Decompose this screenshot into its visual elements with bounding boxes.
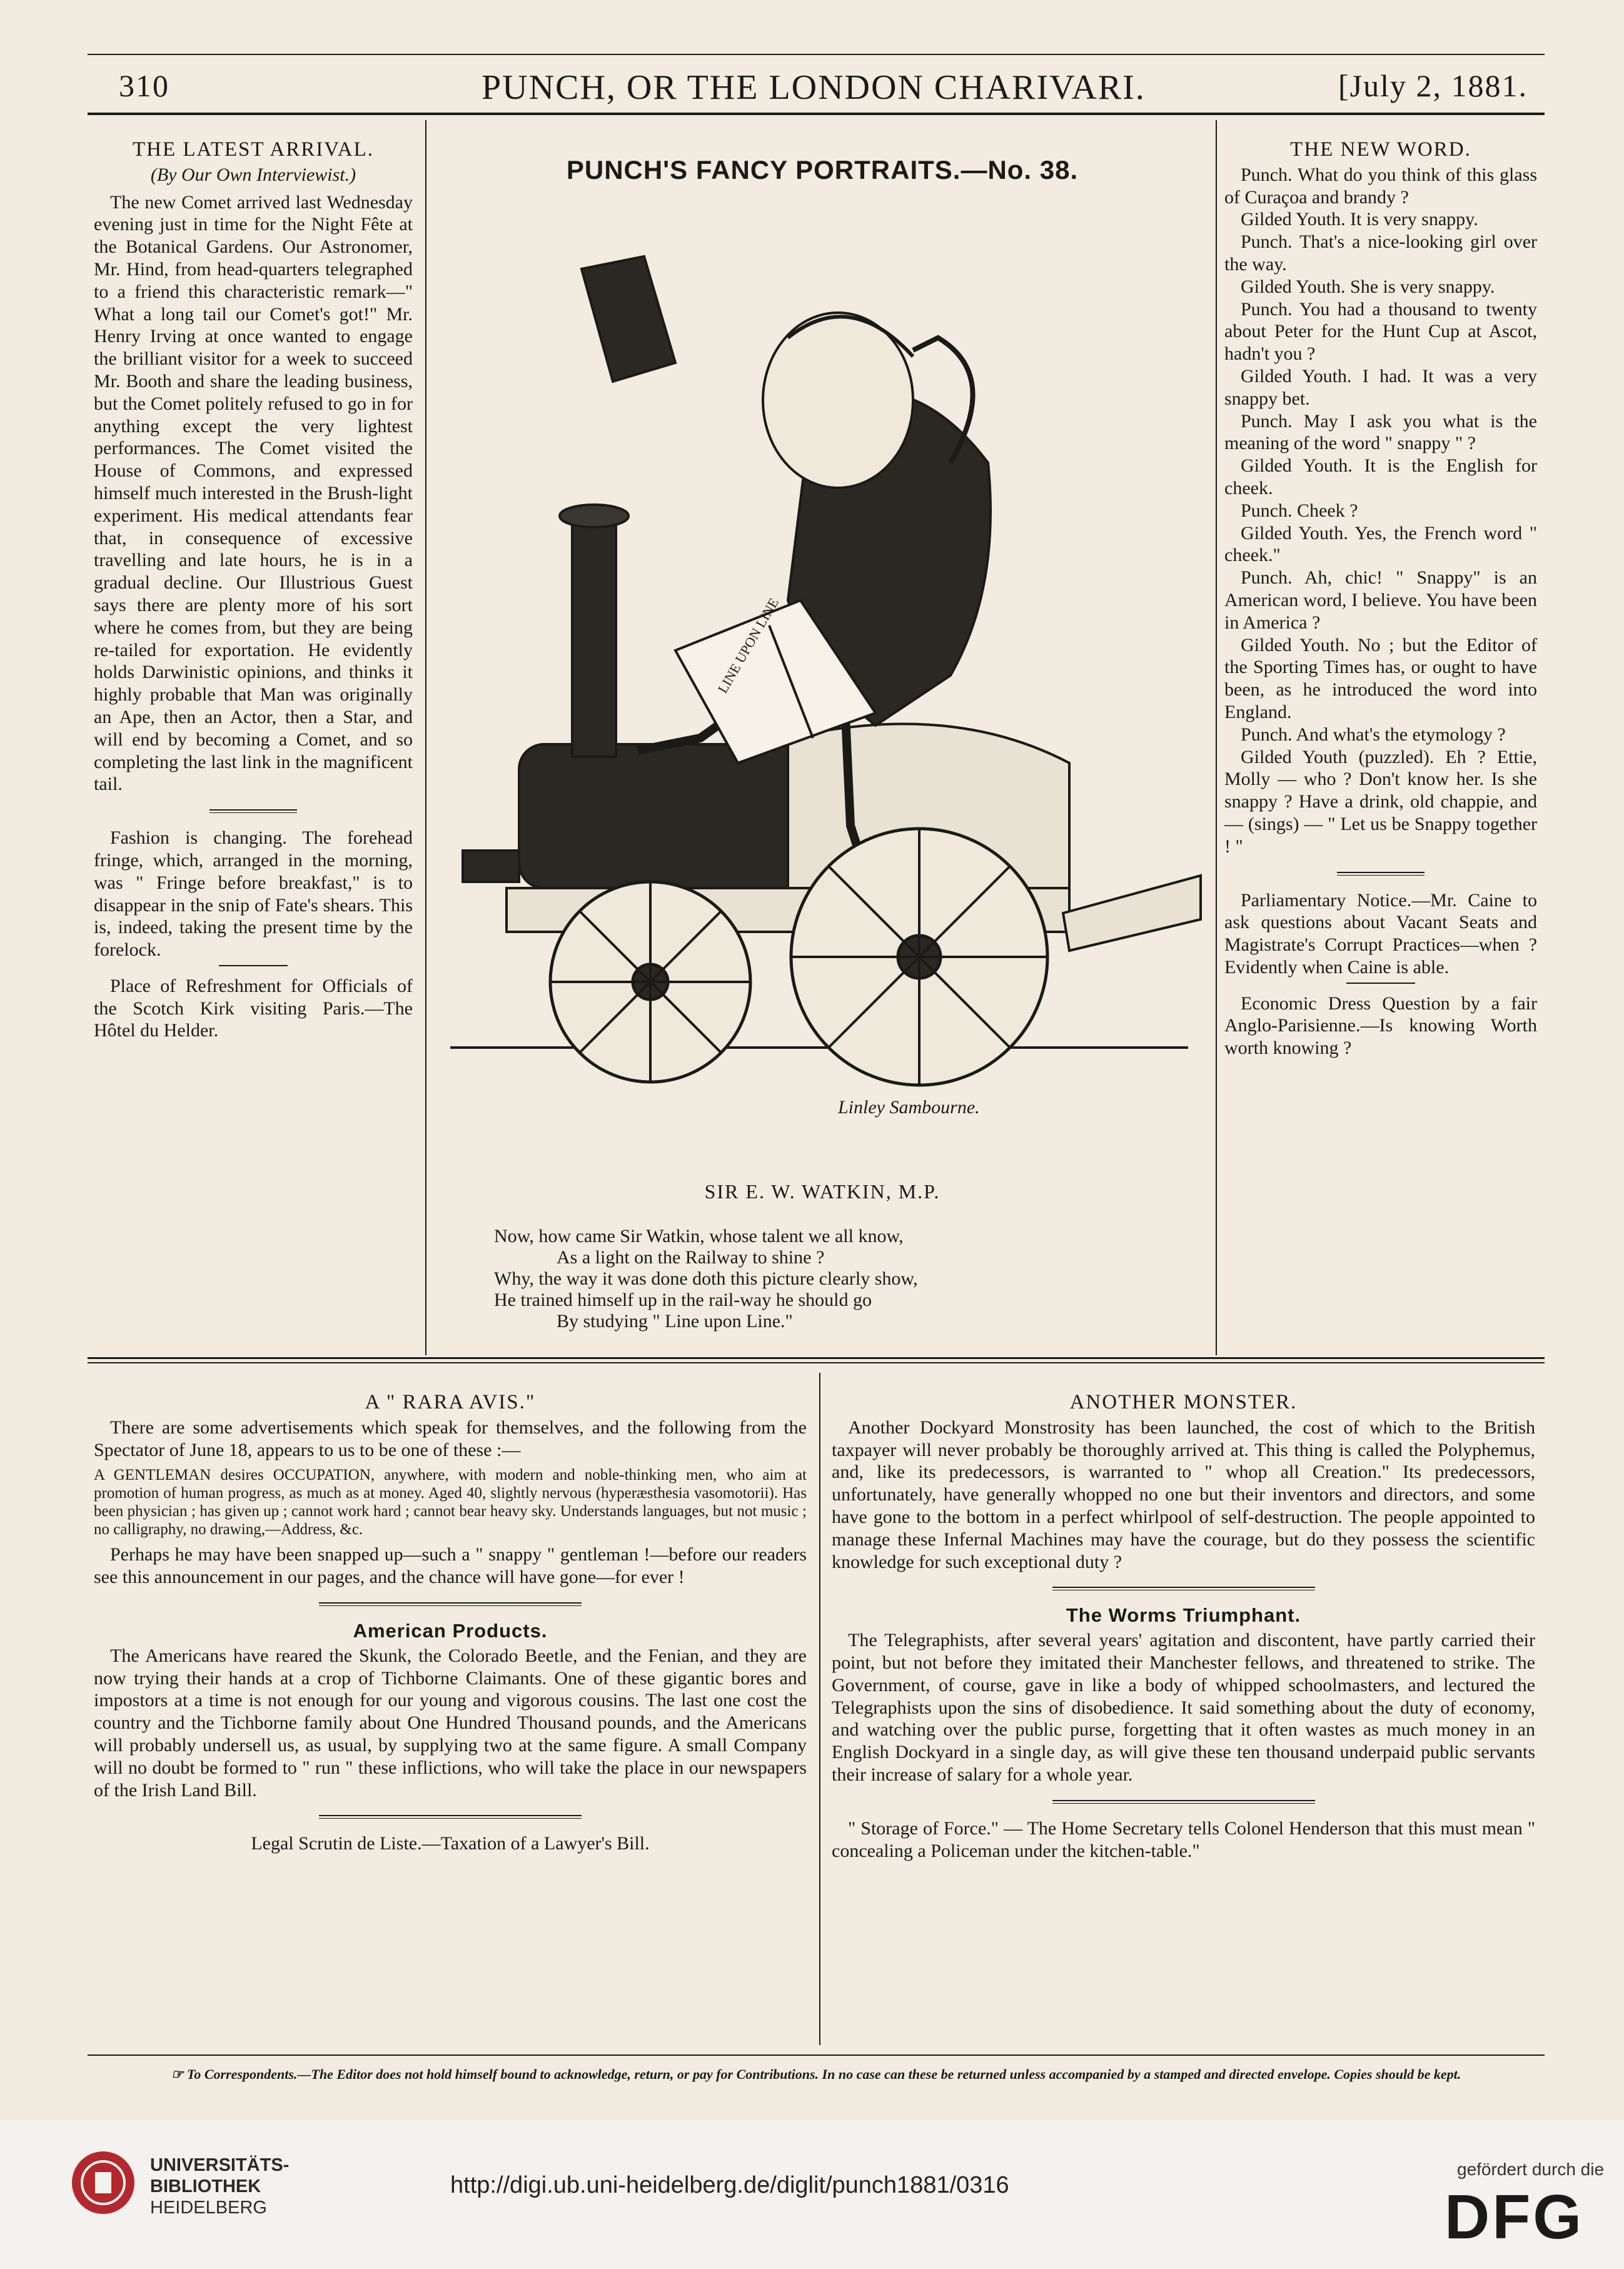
article-title: A " RARA AVIS." bbox=[365, 1391, 536, 1413]
section-rule bbox=[88, 1362, 1545, 1363]
separator bbox=[1052, 1800, 1315, 1804]
piston bbox=[1063, 876, 1201, 951]
article-title: ANOTHER MONSTER. bbox=[1069, 1391, 1298, 1413]
column-latest-arrival bbox=[94, 139, 413, 1042]
source-url[interactable]: http://digi.ub.uni-heidelberg.de/diglit/punch1881/0316 bbox=[450, 2172, 1009, 2198]
separator bbox=[219, 965, 288, 966]
article-body: The new Comet arrived last Wednesday evening just in time for the Night Fête at the Botanical Gardens. Our Astronomer, Mr. Hind, from head-quarters telegraphed to a friend this characteristic remark—" What a long tail our Comet's got!" Mr. Henry Irving at once wanted to engage the brilliant visitor for a week to succeed Mr. Booth and share the leading business, but the Comet politely refused to go in for anything except the very lightest performances. The Comet visited the House of Commons, and expressed himself much interested in the Brush-light experiment. His medical attendants fear that, in consequence of excessive travelling and late hours, he is in a gradual decline. Our Illustrious Guest says there are plenty more of his sort where he comes from, but they are being re-tailed for exportation. He evidently holds Darwinistic opinions, and thinks it highly probable that Man was originally an Ape, then an Actor, then a Star, and will end by becoming a Comet, and so completing the last link in the magnificent tail. bbox=[94, 191, 413, 795]
cartoon-heading: PUNCH'S FANCY PORTRAITS.—No. 38. bbox=[566, 155, 1079, 184]
section-rule bbox=[88, 1357, 1545, 1359]
paragraph-fashion: Fashion is changing. The forehead fringe, which, arranged in the morning, was " Fringe before breakfast," is to disappear in the snip of Fate's shears. This is, indeed, taking the present time by the forelock. bbox=[94, 827, 413, 961]
book-title: LINE UPON LINE bbox=[714, 595, 782, 696]
issue-date: [July 2, 1881. bbox=[1338, 68, 1528, 103]
masthead-title: PUNCH, OR THE LONDON CHARIVARI. bbox=[482, 68, 1146, 107]
header-rule bbox=[88, 113, 1545, 115]
cartoon-verse: Now, how came Sir Watkin, whose talent we all know, As a light on the Railway to shine ? Why, the way it was done doth this picture clearly show, He trained himself up in the rail-way he should go By studying " Line upon Line." bbox=[494, 1226, 918, 1332]
article-byline: (By Our Own Interviewist.) bbox=[150, 164, 356, 185]
dfg-logo: DFG bbox=[1445, 2182, 1585, 2252]
article-title: THE NEW WORD. bbox=[1290, 138, 1471, 161]
paragraph-dress: Economic Dress Question by a fair Anglo-Parisienne.—Is knowing Worth worth knowing ? bbox=[1224, 993, 1537, 1059]
funding-text: gefördert durch die bbox=[1457, 2160, 1605, 2179]
separator bbox=[209, 809, 297, 813]
article-title: The Worms Triumphant. bbox=[1066, 1604, 1301, 1627]
paragraph-storage: " Storage of Force." — The Home Secretary tells Colonel Henderson that this must mean " concealing a Policeman under the kitchen-table." bbox=[832, 1817, 1535, 1861]
separator bbox=[319, 1815, 582, 1819]
artist-signature: Linley Sambourne. bbox=[838, 1097, 980, 1118]
article-title: American Products. bbox=[353, 1619, 548, 1642]
paragraph-legal: Legal Scrutin de Liste.—Taxation of a Lawyer's Bill. bbox=[251, 1833, 650, 1854]
separator bbox=[1337, 872, 1425, 876]
library-name: UNIVERSITÄTS- BIBLIOTHEK HEIDELBERG bbox=[150, 2155, 290, 2218]
digitization-footer bbox=[0, 2123, 1624, 2269]
cartoon-caption-title: SIR E. W. WATKIN, M.P. bbox=[704, 1180, 941, 1203]
chimney-top bbox=[560, 505, 628, 527]
column-rara-avis: A " RARA AVIS." There are some advertisements which speak for themselves, and the following from the Spectator of June 18, appears to us to be one of these :— A GENTLEMAN desires OCCUPATION, anywhere, with modern and noble-thinking men, who aim at promotion of human progress, as much as at money. Aged 40, slightly nervous (hyperæsthesia vasomotorii). Has been physician ; has given up ; cannot work hard ; cannot bear heavy sky. Understands languages, but not music ; no calligraphy, no drawing,—Address, &c. Perhaps he may have been snapped up—such a " snappy " gentleman !—before our readers see this announcement in our pages, and the chance will have gone—for ever ! American Products. The Americans have reared the Skunk, the Colorado Beetle, and the Fenian, and they are now trying their hands at a crop of Tichborne Claimants. One of these gigantic bores and impostors at a time is not enough for our young and vigorous cousins. The last one cost the country and the Tichborne family about One Hundred Thousand pounds, and the Americans will probably undersell us, as usual, by supplying two at the same figure. A small Company will no doubt be formed to " run " these inflictions, who will take the place in our newspapers of the Irish Land Bill. Legal Scrutin de Liste.—Taxation of a Lawyer's Bill. bbox=[94, 1391, 807, 1854]
separator bbox=[319, 1602, 582, 1606]
column-divider bbox=[425, 120, 426, 1355]
page-number: 310 bbox=[119, 68, 169, 103]
figure-head bbox=[763, 313, 913, 488]
bottom-rule bbox=[88, 2054, 1545, 2056]
chimney bbox=[572, 519, 616, 757]
article-title: THE LATEST ARRIVAL. bbox=[132, 138, 375, 161]
column-divider bbox=[819, 1373, 820, 2045]
column-another-monster: ANOTHER MONSTER. Another Dockyard Monstrosity has been launched, the cost of which to the British taxpayer will never probably be thoroughly arrived at. This thing is called the Polyphemus, and, like its predecessors, is warranted to " whop all Creation." Its predecessors, unfortunately, have generally whopped no one but their inventors and directors, and some have gone to the bottom in a perfect whirlpool of self-destruction. The people appointed to manage these Infernal Machines may have the courage, but do they possess the scientific knowledge for such exceptional duty ? The Worms Triumphant. The Telegraphists, after several years' agitation and discontent, have partly carried their point, but not before they imitated their Manchester fellows, and threatened to strike. The Government, of course, gave in like a body of whipped schoolmasters, and lectured the Telegraphists upon the sins of disobedience. It said something about the duty of economy, and watching over the public purse, forgetting that it often wastes as much money in an English Dockyard in a single day, as will give these ten thousand underpaid public servants their increase of salary for a whole year. " Storage of Force." — The Home Secretary tells Colonel Henderson that this must mean " concealing a Policeman under the kitchen-table." bbox=[832, 1391, 1535, 1861]
top-hat bbox=[582, 256, 675, 382]
correspondents-note: ☞ To Correspondents.—The Editor does not hold himself bound to acknowledge, return, or pay for Contributions. In no case can these be returned unless accompanied by a stamped and directed envelope. Copies should be kept. bbox=[171, 2066, 1461, 2082]
top-rule bbox=[88, 54, 1545, 55]
column-divider bbox=[1216, 120, 1217, 1355]
buffer bbox=[463, 851, 519, 882]
library-seal-icon bbox=[69, 2148, 138, 2217]
paragraph-notice: Parliamentary Notice.—Mr. Caine to ask questions about Vacant Seats and Magistrate's Corrupt Practices—when ? Evidently when Caine is able. bbox=[1224, 889, 1537, 978]
advertisement-quote: A GENTLEMAN desires OCCUPATION, anywhere, with modern and noble-thinking men, who aim at promotion of human progress, as much as at money. Aged 40, slightly nervous (hyperæsthesia vasomotorii). Has been physician ; has given up ; cannot work hard ; cannot bear heavy sky. Understands languages, but not music ; no calligraphy, no drawing,—Address, &c. bbox=[94, 1467, 807, 1539]
separator bbox=[1052, 1587, 1315, 1590]
separator bbox=[1346, 983, 1415, 984]
column-new-word: THE NEW WORD. Punch. What do you think of this glass of Curaçoa and brandy ? Gilded Youth. It is very snappy. Punch. That's a nice-looking girl over the way. Gilded Youth. She is very snappy. Punch. You had a thousand to twenty about Peter for the Hunt Cup at Ascot, hadn't you ? Gilded Youth. I had. It was a very snappy bet. Punch. May I ask you what is the meaning of the word " snappy " ? Gilded Youth. It is the English for cheek. Punch. Cheek ? Gilded Youth. Yes, the French word " cheek." Punch. Ah, chic! " Snappy" is an American word, I believe. You have been in America ? Gilded Youth. No ; but the Editor of the Sporting Times has, or ought to have been, as he introduced the word into England. Punch. And what's the etymology ? Gilded Youth (puzzled). Eh ? Ettie, Molly — who ? Don't know her. Is she snappy ? Have a drink, old chappie, and — (sings) — " Let us be Snappy together ! " Parliamentary Notice.—Mr. Caine to ask questions about Vacant Seats and Magistrate's Corrupt Practices—when ? Evidently when Caine is able. Economic Dress Question by a fair Anglo-Parisienne.—Is knowing Worth worth knowing ? bbox=[1224, 138, 1537, 1059]
paragraph-refreshment: Place of Refreshment for Officials of the Scotch Kirk visiting Paris.—The Hôtel du Helder. bbox=[94, 975, 413, 1041]
cartoon-illustration bbox=[438, 200, 1207, 1138]
